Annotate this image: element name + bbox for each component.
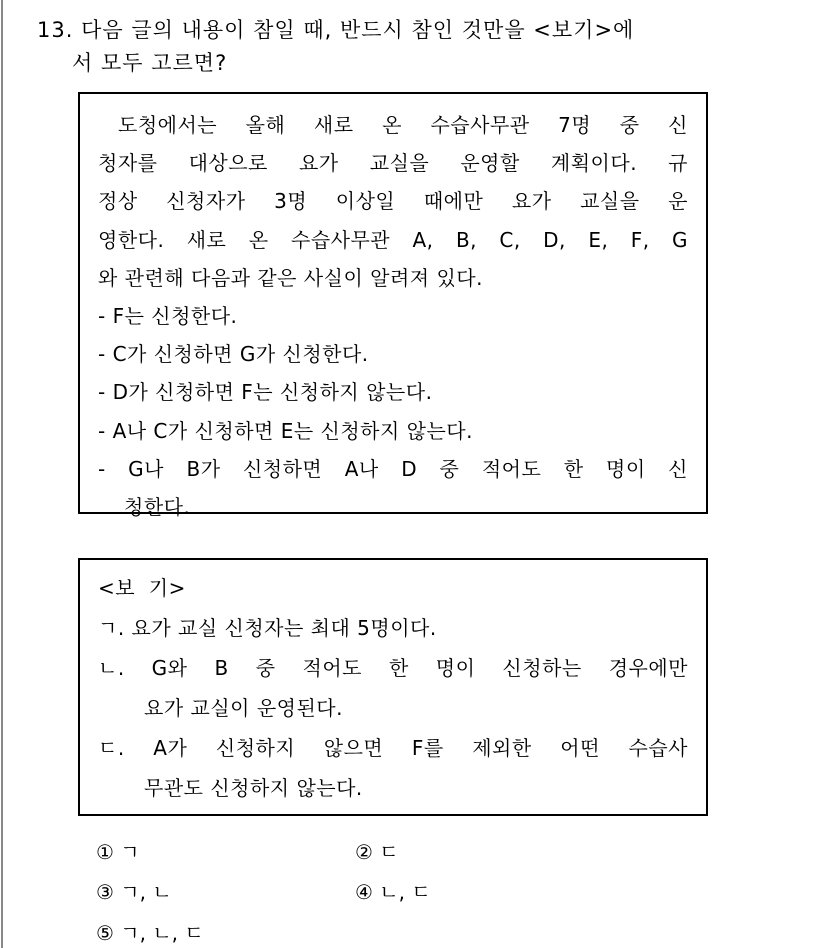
passage-line: 정상 신청자가 3명 이상일 때에만 요가 교실을 운 (98, 189, 688, 214)
bogi-item-a: ㄱ. 요가 교실 신청자는 최대 5명이다. (98, 616, 437, 640)
condition-item-continued: 청한다. (124, 495, 191, 520)
bogi-item-b-continued: 요가 교실이 운영된다. (144, 696, 343, 720)
bogi-item-c-continued: 무관도 신청하지 않는다. (144, 776, 363, 800)
condition-item: - G나 B가 신청하면 A나 D 중 적어도 한 명이 신 (98, 456, 688, 481)
passage-line: 청자를 대상으로 요가 교실을 운영할 계획이다. 규 (98, 151, 688, 176)
bogi-item-c: ㄷ. A가 신청하지 않으면 F를 제외한 어떤 수습사 (98, 736, 688, 760)
passage-line: 영한다. 새로 온 수습사무관 A, B, C, D, E, F, G (98, 227, 688, 252)
passage-line: 도청에서는 올해 새로 온 수습사무관 7명 중 신 (118, 113, 688, 137)
choice-2[interactable]: ② ㄷ (355, 840, 399, 864)
condition-item: - D가 신청하면 F는 신청하지 않는다. (98, 380, 433, 405)
page-margin-rule (1, 0, 3, 948)
condition-item: - A나 C가 신청하면 E는 신청하지 않는다. (98, 418, 473, 443)
choice-4[interactable]: ④ ㄴ, ㄷ (355, 880, 431, 904)
question-stem (37, 14, 797, 80)
passage-line: 와 관련해 다음과 같은 사실이 알려져 있다. (98, 265, 483, 290)
choice-5[interactable]: ⑤ ㄱ, ㄴ, ㄷ (96, 921, 204, 945)
bogi-title: <보 기> (98, 576, 186, 600)
condition-item: - C가 신청하면 G가 신청한다. (98, 342, 369, 367)
choice-3[interactable]: ③ ㄱ, ㄴ (96, 880, 172, 904)
passage-box (78, 92, 708, 520)
question-line-2: 서 모두 고르면? (72, 51, 228, 75)
condition-item: - F는 신청한다. (98, 304, 238, 329)
question-line-1: 13. 다음 글의 내용이 참일 때, 반드시 참인 것만을 <보기>에 (37, 18, 635, 42)
bogi-item-b: ㄴ. G와 B 중 적어도 한 명이 신청하는 경우에만 (98, 656, 688, 680)
bogi-box (78, 558, 708, 816)
choice-1[interactable]: ① ㄱ (96, 840, 140, 864)
